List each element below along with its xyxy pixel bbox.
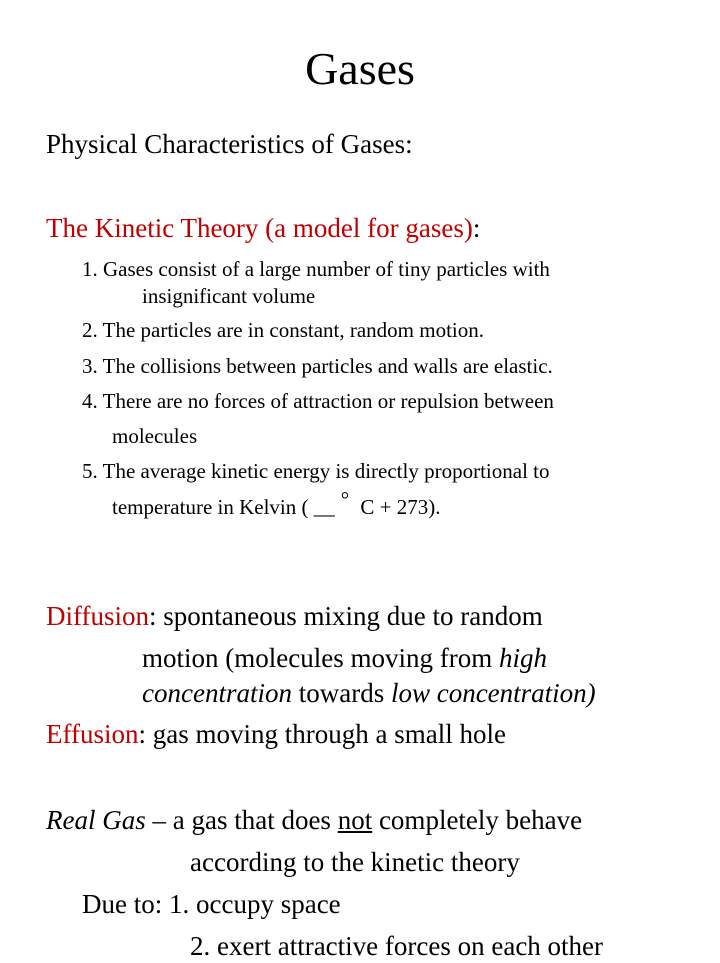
effusion-line — [46, 718, 506, 751]
diffusion-definition: : spontaneous mixing due to random — [149, 601, 543, 631]
effusion-term: Effusion — [46, 719, 139, 749]
kinetic-point-3: 3. The collisions between particles and walls are elastic. — [82, 354, 553, 378]
kinetic-point-5-line-2-a: temperature in Kelvin ( __ — [112, 495, 335, 519]
diffusion-line-2 — [142, 642, 547, 675]
degree-symbol: ° — [340, 487, 350, 511]
real-gas-not: not — [337, 805, 373, 835]
real-gas-line-2: according to the kinetic theory — [190, 847, 520, 877]
kinetic-theory-heading-colon: : — [472, 213, 481, 243]
kinetic-point-5-line-2-b: C + 273). — [355, 495, 441, 519]
real-gas-term: Real Gas — [46, 805, 146, 835]
physical-characteristics-heading: Physical Characteristics of Gases: — [46, 129, 413, 159]
kinetic-point-4-line-2: molecules — [112, 424, 198, 448]
real-gas-dash: – a gas that does — [145, 805, 338, 835]
diffusion-line-1 — [46, 600, 543, 633]
diffusion-towards: towards — [291, 678, 391, 708]
kinetic-theory-heading-text: The Kinetic Theory (a model for gases) — [46, 213, 473, 243]
effusion-definition: : gas moving through a small hole — [138, 719, 506, 749]
real-gas-due-to: Due to: 1. occupy space — [82, 889, 341, 919]
diffusion-line-2-text: motion (molecules moving from — [142, 643, 499, 673]
kinetic-point-5-line-2 — [112, 487, 441, 520]
kinetic-point-5-line-1: 5. The average kinetic energy is directly proportional to — [82, 459, 550, 483]
kinetic-point-4-line-1: 4. There are no forces of attraction or repulsion between — [82, 389, 554, 413]
diffusion-term: Diffusion — [46, 601, 150, 631]
real-gas-rest: completely behave — [372, 805, 583, 835]
diffusion-high: high — [498, 643, 547, 673]
diffusion-low-concentration: low concentration) — [390, 678, 596, 708]
kinetic-point-2: 2. The particles are in constant, random motion. — [82, 318, 485, 342]
diffusion-line-3 — [142, 677, 596, 710]
page-title: Gases — [305, 43, 415, 94]
kinetic-point-1-line-1: 1. Gases consist of a large number of tiny particles with — [82, 257, 550, 281]
kinetic-theory-heading — [46, 212, 480, 245]
real-gas-reason-2: 2. exert attractive forces on each other — [190, 931, 604, 961]
real-gas-line-1 — [46, 804, 582, 837]
diffusion-concentration: concentration — [142, 678, 292, 708]
kinetic-point-1-line-2: insignificant volume — [142, 284, 316, 308]
